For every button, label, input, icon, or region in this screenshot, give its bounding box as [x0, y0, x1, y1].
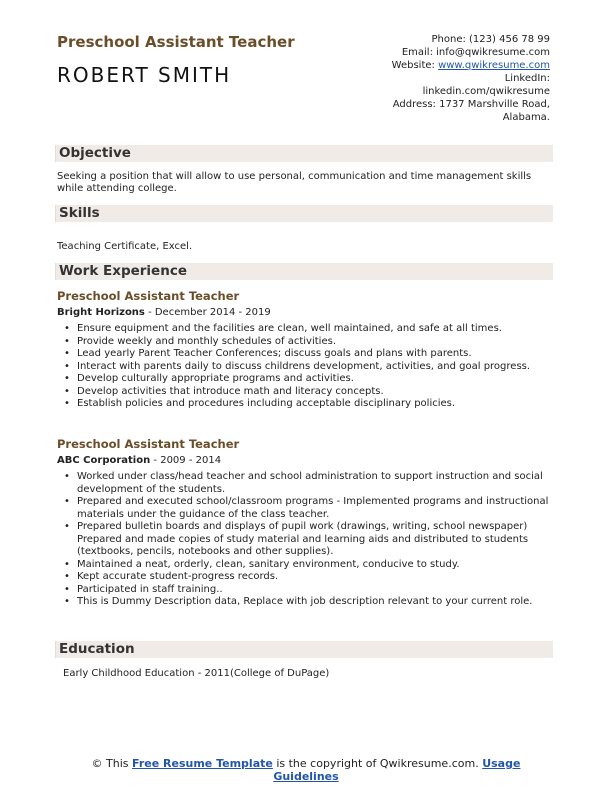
skills-text: Teaching Certificate, Excel. [57, 241, 193, 252]
list-item: • Worked under class/head teacher and school administration to support instruction and social development of the students. [57, 471, 552, 496]
footer [60, 757, 552, 783]
contact-website [320, 59, 550, 72]
contact-address-line1: Address: 1737 Marshville Road, [392, 99, 550, 110]
candidate-name: ROBERT SMITH [57, 63, 232, 87]
job-2-bullets [57, 471, 552, 609]
objective-heading: Objective [59, 145, 131, 161]
job-1-role: Preschool Assistant Teacher [57, 289, 240, 303]
list-item: • Provide weekly and monthly schedules of activities. [57, 336, 552, 349]
header-job-title: Preschool Assistant Teacher [57, 33, 295, 51]
list-item: • This is Dummy Description data, Replace with job description relevant to your current role. [57, 596, 552, 609]
job-2-company: ABC Corporation [57, 455, 151, 466]
usage-guidelines-link[interactable]: Usage Guidelines [273, 757, 521, 783]
contact-address-line2: Alabama. [502, 112, 550, 123]
website-label: Website: [391, 60, 439, 71]
job-2-role: Preschool Assistant Teacher [57, 437, 240, 451]
job-1-company: Bright Horizons [57, 307, 145, 318]
skills-heading: Skills [59, 205, 100, 221]
list-item: • Develop activities that introduce math and literacy concepts. [57, 386, 552, 399]
job-2-dates: - 2009 - 2014 [150, 455, 222, 466]
list-item: • Maintained a neat, orderly, clean, sanitary environment, conducive to study. [57, 559, 552, 572]
list-item: • Develop culturally appropriate programs and activities. [57, 373, 552, 386]
contact-linkedin-label: LinkedIn: [504, 73, 550, 84]
job-1-bullets [57, 323, 552, 411]
list-item: • Prepared and executed school/classroom programs - Implemented programs and instructional materials under the guidance of the class teacher. [57, 496, 552, 521]
list-item: • Establish policies and procedures including acceptable disciplinary policies. [57, 398, 552, 411]
list-item: • Prepared bulletin boards and displays of pupil work (drawings, writing, school newspaper) Prepared and made copies of study material and learning aids and distributed to students (textbooks, pencils, notebooks and other supplies). [57, 521, 552, 559]
education-heading: Education [59, 641, 135, 657]
contact-phone: Phone: (123) 456 78 99 [431, 34, 550, 45]
work-heading: Work Experience [59, 263, 187, 279]
work-heading-bar [55, 263, 553, 280]
education-heading-bar [55, 641, 553, 658]
list-item: • Ensure equipment and the facilities are clean, well maintained, and safe at all times. [57, 323, 552, 336]
list-item: • Participated in staff training.. [57, 584, 552, 597]
website-link[interactable]: www.qwikresume.com [438, 60, 550, 71]
contact-block [320, 33, 550, 124]
education-text: Early Childhood Education - 2011(College of DuPage) [63, 668, 330, 679]
objective-text: Seeking a position that will allow to use personal, communication and time management skills while attending college. [57, 171, 532, 194]
job-1-company-line [57, 307, 271, 318]
objective-heading-bar [55, 145, 553, 162]
contact-email: Email: info@qwikresume.com [401, 47, 550, 58]
footer-middle: is the copyright of Qwikresume.com. [272, 757, 483, 770]
free-resume-template-link[interactable]: Free Resume Template [132, 757, 273, 770]
list-item: • Kept accurate student-progress records. [57, 571, 552, 584]
job-1-dates: - December 2014 - 2019 [144, 307, 271, 318]
list-item: • Lead yearly Parent Teacher Conferences; discuss goals and plans with parents. [57, 348, 552, 361]
job-2-company-line [57, 455, 221, 466]
skills-heading-bar [55, 205, 553, 222]
list-item: • Interact with parents daily to discuss childrens development, activities, and goal progress. [57, 361, 552, 374]
contact-linkedin-value: linkedin.com/qwikresume [422, 86, 550, 97]
footer-prefix: © This [91, 757, 133, 770]
